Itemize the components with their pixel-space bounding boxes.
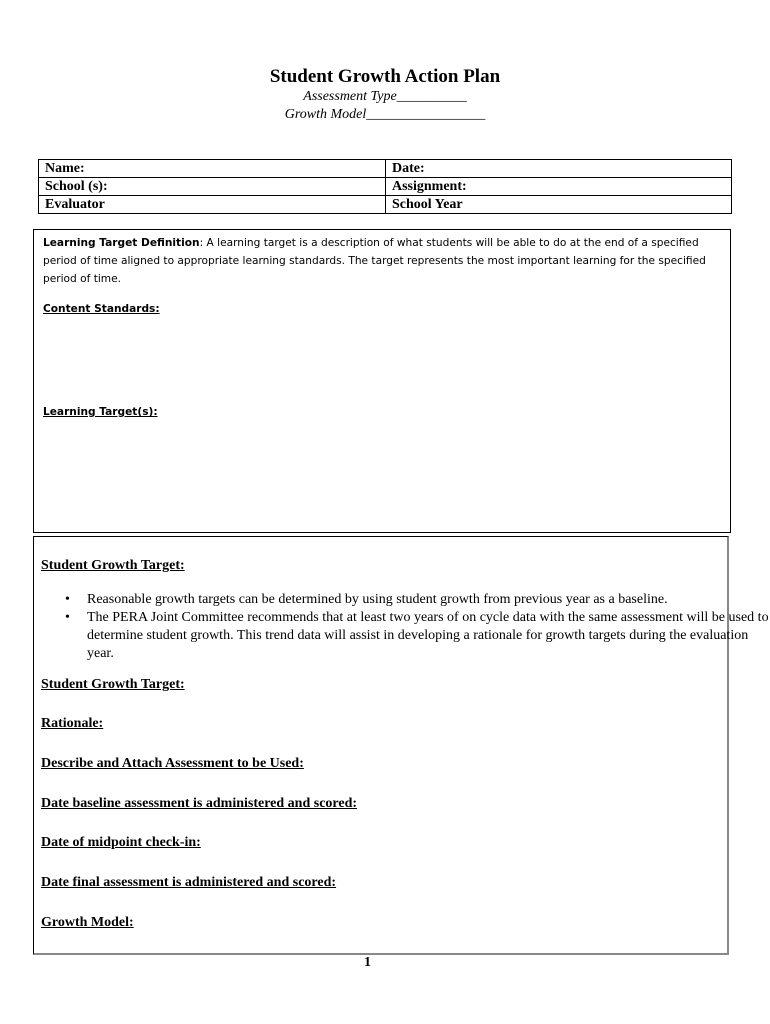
definition-label: Learning Target Definition	[43, 237, 200, 249]
learning-target-definition	[43, 234, 725, 288]
growth-model-line: Growth Model_________________	[284, 107, 486, 122]
school-label: School (s):	[39, 178, 386, 196]
student-growth-box	[33, 536, 769, 955]
bullet-icon: •	[65, 610, 70, 625]
date-label: Date:	[386, 160, 732, 178]
learning-target-box	[33, 229, 731, 533]
evaluator-label: Evaluator	[39, 196, 386, 214]
guidance-list	[41, 591, 769, 663]
table-row	[39, 178, 732, 196]
info-table	[38, 159, 732, 214]
assessment-type-line: Assessment Type__________	[303, 89, 467, 104]
page-title: Student Growth Action Plan	[269, 66, 501, 87]
definition-text: : A learning target is a description of what students will be able to do at the end of a specified period of time aligned to appropriate learning standards. The target represents the most important learning for the specified period of time.	[43, 237, 706, 285]
assessment-label: Describe and Attach Assessment to be Used:	[41, 756, 304, 771]
table-row	[39, 196, 732, 214]
table-row	[39, 160, 732, 178]
school-year-label: School Year	[386, 196, 732, 214]
name-label: Name:	[39, 160, 386, 178]
content-standards-label: Content Standards:	[43, 303, 160, 315]
list-item	[65, 591, 769, 609]
list-item-text: The PERA Joint Committee recommends that at least two years of on cycle data with the same assessment will be used to determine student growth. This trend data will assist in developing a rationale for growth targets during the evaluation year.	[87, 610, 769, 661]
page-number: 1	[364, 955, 371, 970]
student-growth-heading: Student Growth Target:	[41, 558, 185, 573]
baseline-date-label: Date baseline assessment is administered and scored:	[41, 796, 358, 811]
bullet-icon: •	[65, 592, 70, 607]
rationale-label: Rationale:	[41, 716, 104, 731]
learning-targets-label: Learning Target(s):	[43, 406, 158, 418]
final-date-label: Date final assessment is administered and scored:	[41, 875, 337, 890]
list-item	[65, 609, 769, 663]
assignment-label: Assignment:	[386, 178, 732, 196]
list-item-text: Reasonable growth targets can be determined by using student growth from previous year as a baseline.	[87, 592, 668, 607]
student-growth-target-label: Student Growth Target:	[41, 677, 185, 692]
growth-model-label: Growth Model:	[41, 915, 134, 930]
midpoint-date-label: Date of midpoint check-in:	[41, 835, 201, 850]
